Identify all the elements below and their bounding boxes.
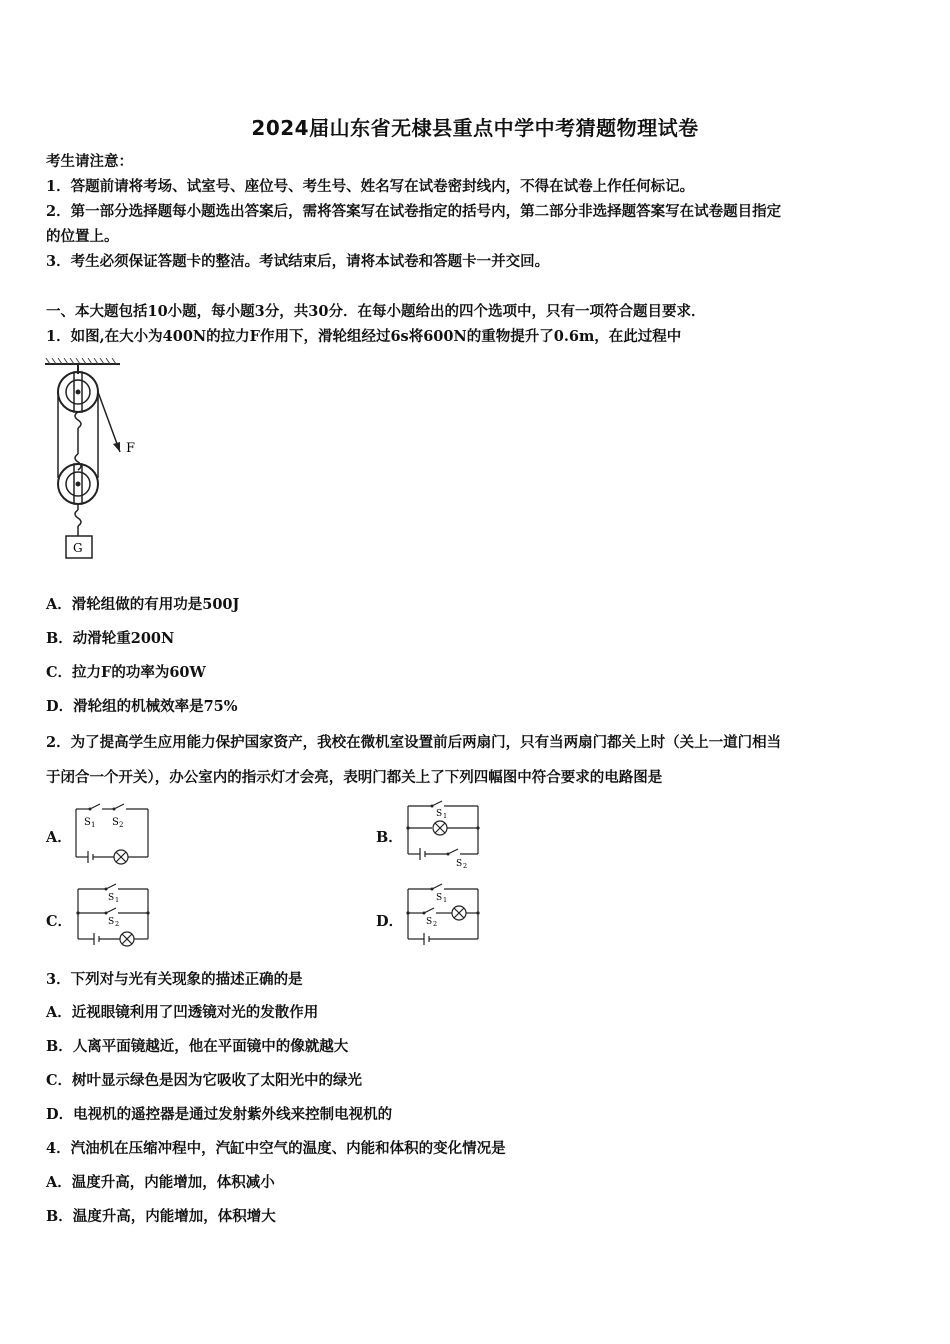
switch-s2-label: S: [426, 917, 433, 927]
q4-stem: 4．汽油机在压缩冲程中，汽缸中空气的温度、内能和体积的变化情况是: [46, 1140, 506, 1157]
switch-s2-label: S: [112, 817, 119, 828]
notice-item-3: 3．考生必须保证答题卡的整洁。考试结束后，请将本试卷和答题卡一并交回。: [46, 253, 550, 270]
q3-stem: 3．下列对与光有关现象的描述正确的是: [46, 971, 303, 988]
q2-option-c-label: C．: [46, 913, 73, 930]
q1-option-d: D．滑轮组的机械效率是75%: [46, 698, 238, 715]
q2-stem-line1: 2．为了提高学生应用能力保护国家资产，我校在微机室设置前后两扇门，只有当两扇门都关上时（关上一道门相当: [46, 734, 782, 751]
q1-option-c: C．拉力F的功率为60W: [46, 664, 206, 681]
circuit-a: [70, 803, 155, 865]
weight-label: G: [73, 541, 83, 555]
switch-s2-label: S: [108, 917, 115, 927]
switch-s1-label: S: [436, 809, 443, 819]
switch-s2-sub: 2: [463, 862, 468, 870]
q4-option-b: B．温度升高，内能增加，体积增大: [46, 1208, 276, 1225]
notice-item-2: 2．第一部分选择题每小题选出答案后，需将答案写在试卷指定的括号内，第二部分非选择题答案写在试卷题目指定: [46, 203, 782, 220]
notice-heading: 考生请注意：: [46, 153, 133, 170]
section-one-header: 一、本大题包括10小题，每小题3分，共30分．在每小题给出的四个选项中，只有一项符合题目要求．: [46, 303, 706, 320]
circuit-b: [402, 800, 487, 870]
force-label: F: [126, 441, 136, 456]
q4-option-a: A．温度升高，内能增加，体积减小: [46, 1174, 275, 1191]
q3-option-d: D．电视机的遥控器是通过发射紫外线来控制电视机的: [46, 1106, 393, 1123]
switch-s1-sub: 1: [115, 896, 120, 904]
notice-item-1: 1．答题前请将考场、试室号、座位号、考生号、姓名写在试卷密封线内，不得在试卷上作任何标记。: [46, 178, 695, 195]
q2-stem-line2: 于闭合一个开关），办公室内的指示灯才会亮，表明门都关上了下列四幅图中符合要求的电路图是: [46, 769, 663, 786]
pulley-figure: [40, 358, 150, 568]
q1-stem: 1．如图,在大小为400N的拉力F作用下，滑轮组经过6s将600N的重物提升了0.6m，在此过程中: [46, 328, 682, 345]
q2-option-d-label: D．: [376, 913, 404, 930]
switch-s2-sub: 2: [433, 920, 438, 928]
switch-s1-sub: 1: [443, 896, 448, 904]
q3-option-c: C．树叶显示绿色是因为它吸收了太阳光中的绿光: [46, 1072, 363, 1089]
q2-option-b-label: B．: [376, 829, 403, 846]
switch-s2-sub: 2: [119, 821, 124, 829]
q2-option-a-label: A．: [46, 829, 72, 846]
switch-s1-label: S: [84, 817, 91, 828]
switch-s1-sub: 1: [443, 812, 448, 820]
notice-item-2-cont: 的位置上。: [46, 228, 119, 245]
q1-option-a: A．滑轮组做的有用功是500J: [46, 596, 240, 613]
circuit-d: [402, 883, 487, 948]
circuit-c: [72, 883, 157, 948]
switch-s2-label: S: [456, 859, 463, 869]
q3-option-b: B．人离平面镜越近，他在平面镜中的像就越大: [46, 1038, 349, 1055]
exam-title: 2024届山东省无棣县重点中学中考猜题物理试卷: [251, 116, 699, 140]
q1-option-b: B．动滑轮重200N: [46, 630, 175, 647]
q3-option-a: A．近视眼镜利用了凹透镜对光的发散作用: [46, 1004, 319, 1021]
switch-s2-sub: 2: [115, 920, 120, 928]
switch-s1-label: S: [436, 893, 443, 903]
switch-s1-sub: 1: [91, 821, 96, 829]
switch-s1-label: S: [108, 893, 115, 903]
